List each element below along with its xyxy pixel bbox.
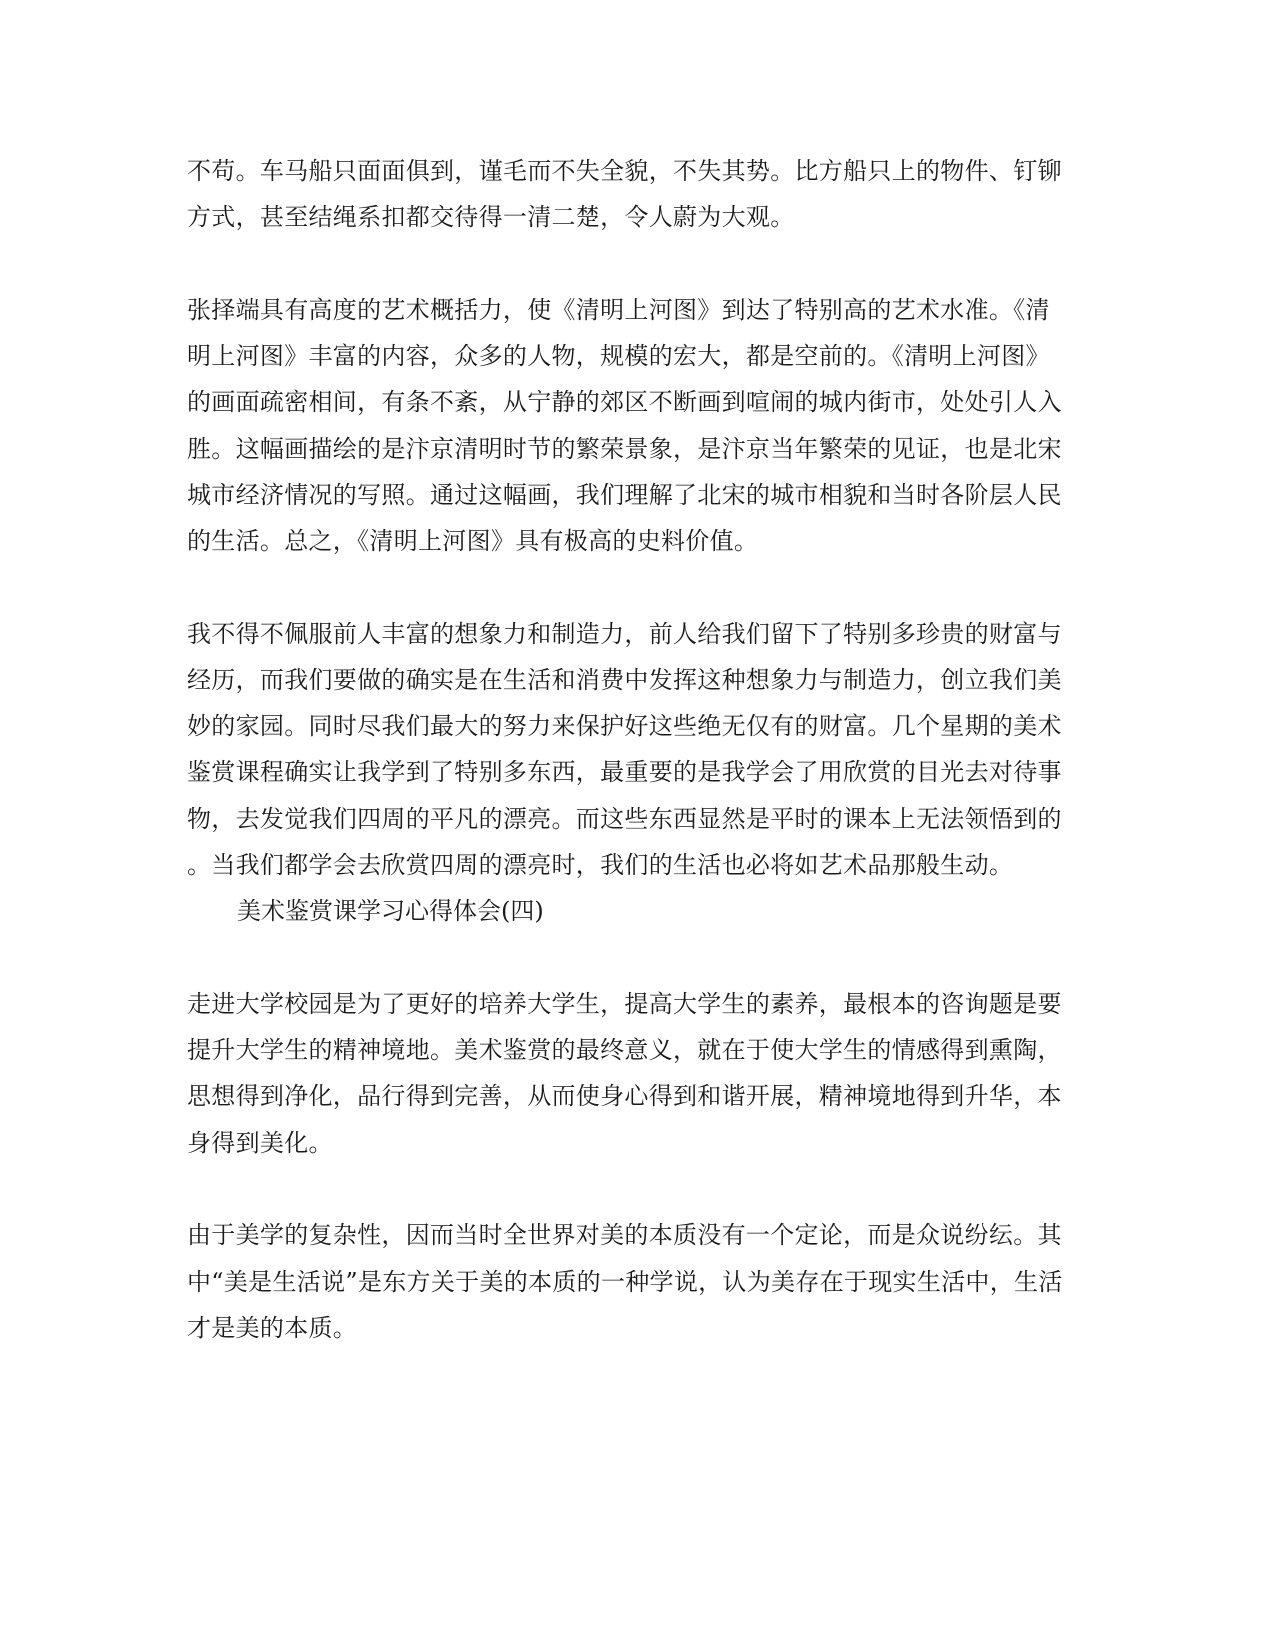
paragraph-5-line-1: 由于美学的复杂性，因而当时全世界对美的本质没有一个定论，而是众说纷纭。其 — [187, 1221, 1062, 1249]
paragraph-3-line-2: 经历，而我们要做的确实是在生活和消费中发挥这种想象力与制造力，创立我们美 — [187, 666, 1062, 694]
paragraph-2-line-6: 的生活。总之，《清明上河图》具有极高的史料价值。 — [187, 527, 759, 555]
paragraph-2-line-1: 张择端具有高度的艺术概括力，使《清明上河图》到达了特别高的艺术水准。《清 — [187, 296, 1050, 324]
paragraph-4-line-4: 身得到美化。 — [187, 1129, 333, 1157]
paragraph-5-line-3: 才是美的本质。 — [187, 1314, 358, 1342]
paragraph-2-line-2: 明上河图》丰富的内容，众多的人物，规模的宏大，都是空前的。《清明上河图》 — [187, 342, 1050, 370]
paragraph-3-line-4: 鉴赏课程确实让我学到了特别多东西，最重要的是我学会了用欣赏的目光去对待事 — [187, 758, 1062, 786]
paragraph-3-line-1: 我不得不佩服前人丰富的想象力和制造力，前人给我们留下了特别多珍贵的财富与 — [187, 620, 1062, 648]
paragraph-1-line-1: 不苟。车马船只面面俱到，谨毛而不失全貌，不失其势。比方船只上的物件、钉铆 — [187, 157, 1062, 185]
paragraph-5-line-2: 中“美是生活说”是东方关于美的本质的一种学说，认为美存在于现实生活中，生活 — [187, 1268, 1063, 1296]
paragraph-1-line-2: 方式，甚至结绳系扣都交待得一清二楚，令人蔚为大观。 — [187, 203, 795, 231]
paragraph-2-line-4: 胜。这幅画描绘的是汴京清明时节的繁荣景象，是汴京当年繁荣的见证，也是北宋 — [187, 435, 1062, 463]
paragraph-4-line-2: 提升大学生的精神境地。美术鉴赏的最终意义，就在于使大学生的情感得到熏陶， — [187, 1036, 1062, 1064]
paragraph-3-line-3: 妙的家园。同时尽我们最大的努力来保护好这些绝无仅有的财富。几个星期的美术 — [187, 712, 1062, 740]
section-heading: 美术鉴赏课学习心得体会(四) — [237, 897, 544, 925]
paragraph-4-line-1: 走进大学校园是为了更好的培养大学生，提高大学生的素养，最根本的咨询题是要 — [187, 990, 1062, 1018]
paragraph-3-line-5: 物，去发觉我们四周的平凡的漂亮。而这些东西显然是平时的课本上无法领悟到的 — [187, 805, 1062, 833]
paragraph-2-line-3: 的画面疏密相间，有条不紊，从宁静的郊区不断画到喧闹的城内街市，处处引人入 — [187, 388, 1062, 416]
paragraph-2-line-5: 城市经济情况的写照。通过这幅画，我们理解了北宋的城市相貌和当时各阶层人民 — [187, 481, 1062, 509]
paragraph-4-line-3: 思想得到净化，品行得到完善，从而使身心得到和谐开展，精神境地得到升华，本 — [187, 1082, 1062, 1110]
paragraph-3-line-6: 。当我们都学会去欣赏四周的漂亮时，我们的生活也必将如艺术品那般生动。 — [187, 851, 1014, 879]
